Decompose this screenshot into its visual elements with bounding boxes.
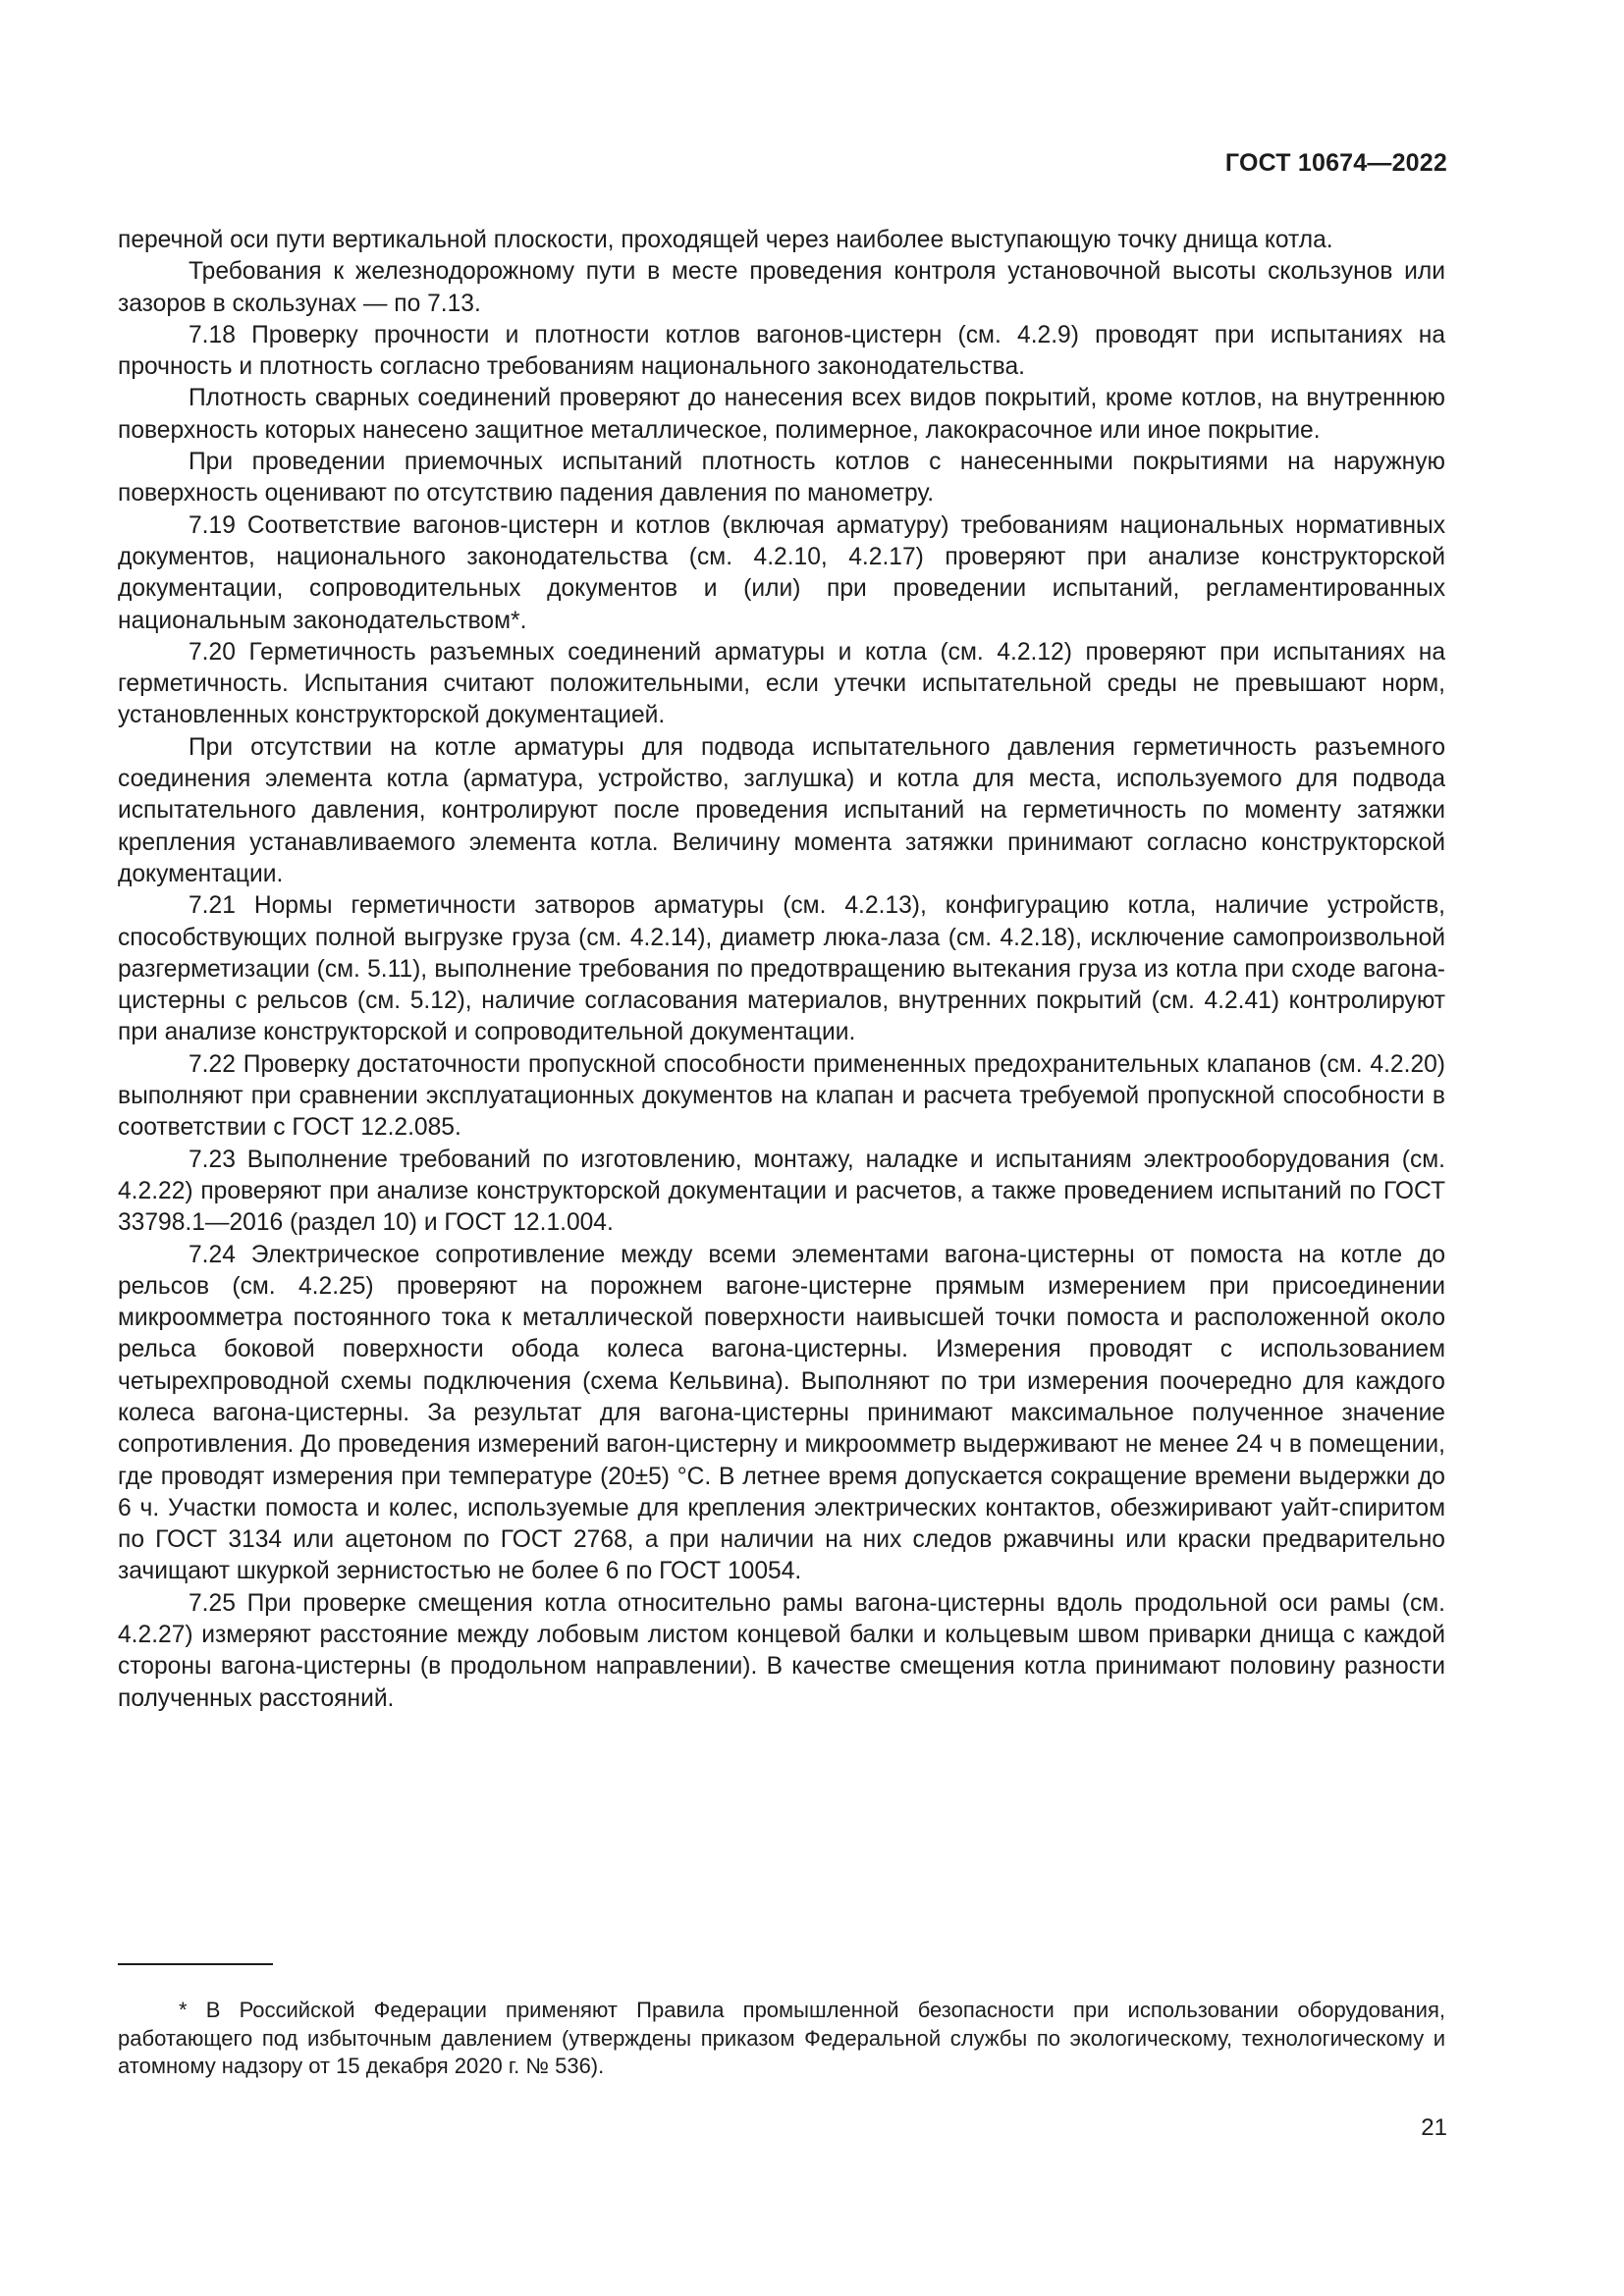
paragraph-7-21: 7.21 Нормы герметичности затворов арматуры (см. 4.2.13), конфигурацию котла, наличие устройств, способствующих полной выгрузке груза (см. 4.2.14), диаметр люка-лаза (см. 4.2.18), исключение самопроизвольной разгерметизации (см. 5.11), выполнение требования по предотвращению вытекания груза из котла при сходе вагона-цистерны с рельсов (см. 5.12), наличие согласования материалов, внутренних покрытий (см. 4.2.41) контролируют при анализе конструкторской и сопроводительной документации. — [118, 892, 1445, 1046]
paragraph-7-20: 7.20 Герметичность разъемных соединений арматуры и котла (см. 4.2.12) проверяют при испытаниях на герметичность. Испытания считают положительными, если утечки испытательной среды не превышают норм, установленных конструкторской документацией. — [118, 638, 1445, 729]
paragraph-7-24: 7.24 Электрическое сопротивление между всеми элементами вагона-цистерны от помоста на котле до рельсов (см. 4.2.25) проверяют на порожнем вагоне-цистерне прямым измерением при присоединении микроомметра постоянного тока к металлической поверхности наивысшей точки помоста и расположенной около рельса боковой поверхности обода колеса вагона-цистерны. Измерения проводят с использованием четырехпроводной схемы подключения (схема Кельвина). Выполняют по три измерения поочередно для каждого колеса вагона-цистерны. За результат для вагона-цистерны принимают максимальное полученное значение сопротивления. До проведения измерений вагон-цистерну и микроомметр выдерживают не менее 24 ч в помещении, где проводят измерения при температуре (20±5) °С. В летнее время допускается сокращение времени выдержки до 6 ч. Участки помоста и колес, используемые для крепления электрических контактов, обезжиривают уайт-спиритом по ГОСТ 3134 или ацетоном по ГОСТ 2768, а при наличии на них следов ржавчины или краски предварительно зачищают шкуркой зернистостью не более 6 по ГОСТ 10054. — [118, 1241, 1445, 1585]
paragraph: При проведении приемочных испытаний плотность котлов с нанесенными покрытиями на наружную поверхность оценивают по отсутствию падения давления по манометру. — [118, 449, 1445, 507]
document-code: ГОСТ 10674—2022 — [1224, 149, 1447, 177]
paragraph-7-23: 7.23 Выполнение требований по изготовлению, монтажу, наладке и испытаниям электрооборудования (см. 4.2.22) проверяют при анализе конструкторской документации и расчетов, а также проведением испытаний по ГОСТ 33798.1—2016 (раздел 10) и ГОСТ 12.1.004. — [118, 1146, 1445, 1237]
footnote-divider — [118, 1963, 273, 1965]
paragraph-7-25: 7.25 При проверке смещения котла относительно рамы вагона-цистерны вдоль продольной оси рамы (см. 4.2.27) измеряют расстояние между лобовым листом концевой балки и кольцевым швом приварки днища с каждой стороны вагона-цистерны (в продольном направлении). В качестве смещения котла принимают половину разности полученных расстояний. — [118, 1589, 1445, 1712]
paragraph: Плотность сварных соединений проверяют до нанесения всех видов покрытий, кроме котлов, на внутреннюю поверхность которых нанесено защитное металлическое, полимерное, лакокрасочное или иное покрытие. — [118, 385, 1445, 444]
paragraph-7-19: 7.19 Соответствие вагонов-цистерн и котлов (включая арматуру) требованиям национальных нормативных документов, национального законодательства (см. 4.2.10, 4.2.17) проверяют при анализе конструкторской документации, сопроводительных документов и (или) при проведении испытаний, регламентированных национальным законодательством*. — [118, 511, 1445, 634]
paragraph-7-22: 7.22 Проверку достаточности пропускной способности примененных предохранительных клапанов (см. 4.2.20) выполняют при сравнении эксплуатационных документов на клапан и расчета требуемой пропускной способности в соответствии с ГОСТ 12.2.085. — [118, 1050, 1445, 1142]
page-number: 21 — [1421, 2114, 1447, 2141]
paragraph: Требования к железнодорожному пути в месте проведения контроля установочной высоты скользунов или зазоров в скользунах — по 7.13. — [118, 258, 1445, 317]
paragraph-continuation: перечной оси пути вертикальной плоскости, проходящей через наиболее выступающую точку днища котла. — [118, 227, 1333, 253]
footnote — [118, 1997, 1445, 2081]
footnote-text: * В Российской Федерации применяют Правила промышленной безопасности при использовании оборудования, работающего под избыточным давлением (утверждены приказом Федеральной службы по экологическому, технологическому и атомному надзору от 15 декабря 2020 г. № 536). — [118, 1998, 1445, 2078]
paragraph-7-18: 7.18 Проверку прочности и плотности котлов вагонов-цистерн (см. 4.2.9) проводят при испытаниях на прочность и плотность согласно требованиям национального законодательства. — [118, 321, 1445, 381]
body-text — [118, 225, 1445, 1715]
paragraph: При отсутствии на котле арматуры для подвода испытательного давления герметичность разъемного соединения элемента котла (арматура, устройство, заглушка) и котла для места, используемого для подвода испытательного давления, контролируют после проведения испытаний на герметичность по моменту затяжки крепления устанавливаемого элемента котла. Величину момента затяжки принимают согласно конструкторской документации. — [118, 733, 1445, 887]
